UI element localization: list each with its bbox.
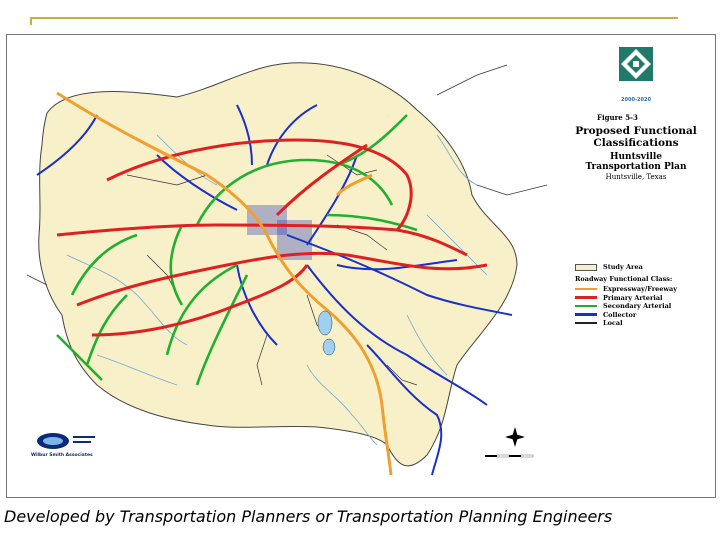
legend-class-row — [575, 302, 677, 310]
legend — [575, 263, 677, 328]
consultant-name: Wilbur Smith Associates — [31, 453, 93, 458]
scale-bar — [485, 455, 533, 457]
map-title-line1: Proposed Functional — [575, 125, 697, 137]
legend-class-row — [575, 311, 677, 319]
legend-study-area — [575, 263, 677, 271]
legend-class-label: Primary Arterial — [603, 293, 663, 302]
legend-panel — [559, 35, 715, 497]
legend-classes — [575, 285, 677, 327]
top-rule — [30, 17, 678, 19]
legend-class-swatch — [575, 322, 597, 325]
legend-class-row — [575, 319, 677, 327]
legend-class-row — [575, 285, 677, 293]
legend-class-label: Local — [603, 319, 623, 327]
legend-class-swatch — [575, 288, 597, 291]
legend-class-label: Secondary Arterial — [603, 302, 672, 310]
map-figure — [6, 34, 716, 498]
map-subtitle-line1: Huntsville — [609, 152, 663, 162]
map-title-line2: Classifications — [593, 137, 679, 149]
legend-class-label: Collector — [603, 310, 637, 319]
legend-class-swatch — [575, 313, 597, 316]
legend-class-row — [575, 294, 677, 302]
slide-caption: Developed by Transportation Planners or Transportation Planning Engineers — [4, 507, 613, 526]
logo-years: 2000-2020 — [621, 97, 651, 103]
figure-label: Figure 5-3 — [597, 113, 638, 122]
legend-class-label: Expressway/Freeway — [603, 285, 677, 293]
study-area-label: Study Area — [603, 263, 643, 271]
legend-class-swatch — [575, 305, 597, 308]
legend-heading: Roadway Functional Class: — [575, 275, 673, 283]
study-area-swatch — [575, 264, 597, 271]
map-location: Huntsville, Texas — [605, 173, 667, 181]
map-subtitle — [561, 152, 711, 172]
legend-class-swatch — [575, 296, 597, 299]
plan-logo — [617, 45, 655, 83]
plan-logo-icon — [617, 45, 655, 83]
map-subtitle-line2: Transportation Plan — [585, 162, 687, 172]
map-title — [561, 125, 711, 149]
